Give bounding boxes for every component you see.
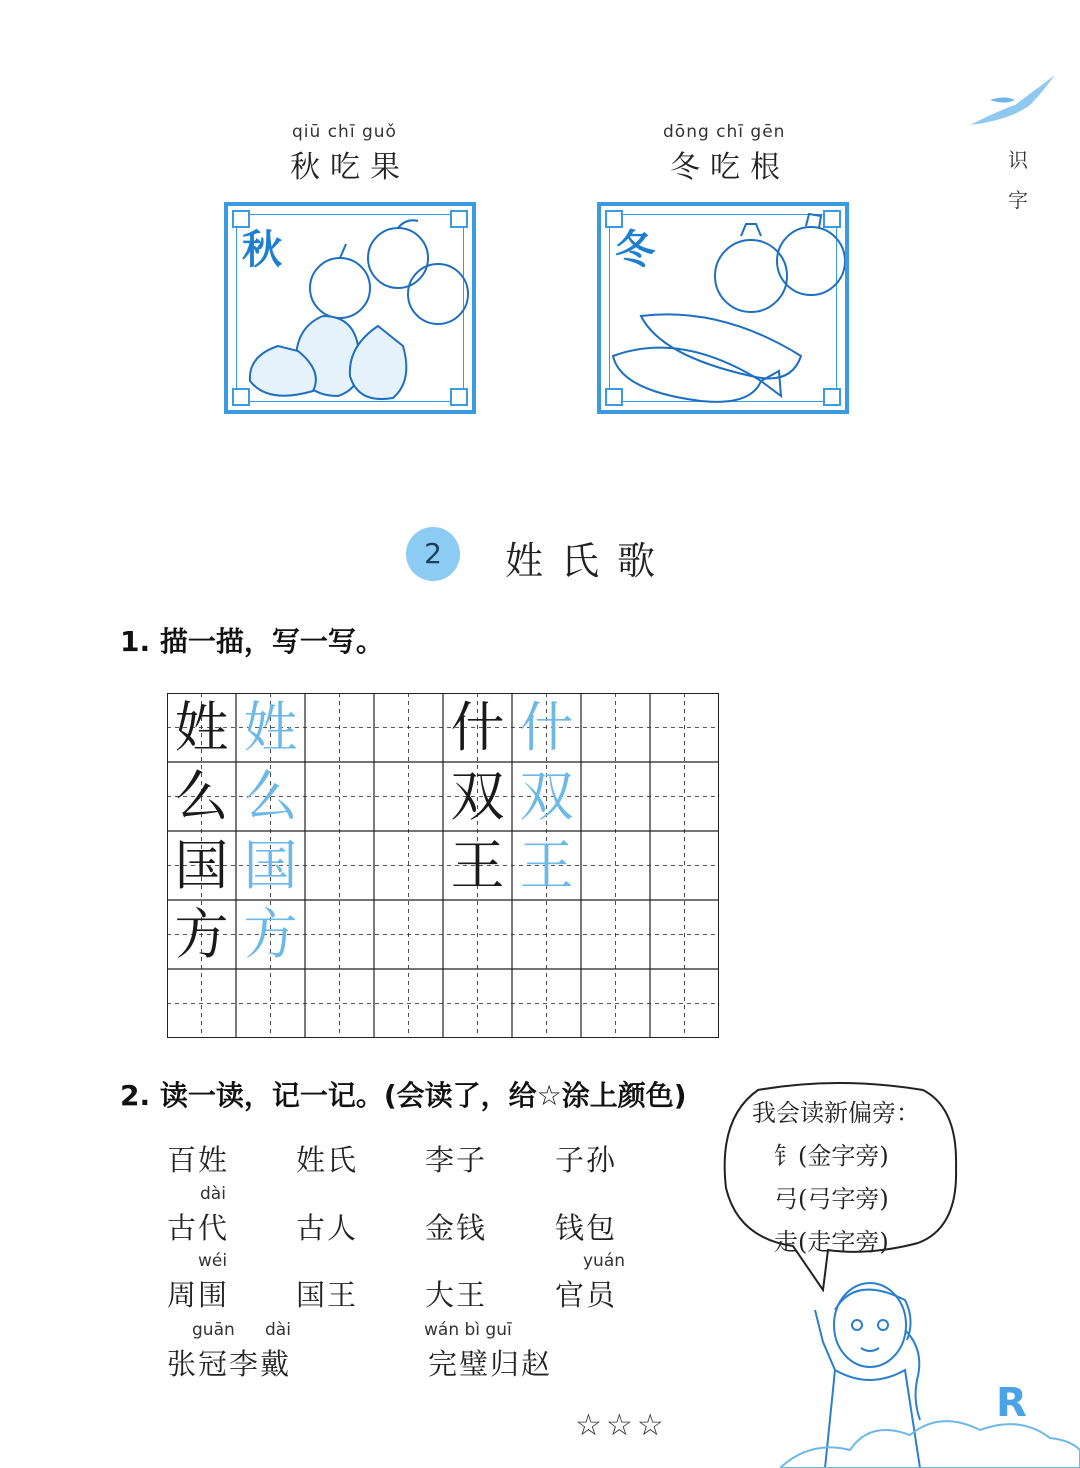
radical-gong: 弓(弓字旁) xyxy=(774,1185,889,1213)
grid-char-row4-left: 方 xyxy=(174,903,229,966)
exercise-2-title: 2. 读一读，记一记。(会读了，给☆涂上颜色) xyxy=(120,1079,687,1112)
grid-trace-row3-left: 国 xyxy=(243,834,298,897)
phrase-dong-chi-gen: 冬吃根 xyxy=(670,150,790,185)
grid-trace-row3-right: 王 xyxy=(519,834,574,897)
word-r3c2: 国王 xyxy=(296,1278,359,1312)
winter-picture-frame xyxy=(597,202,849,414)
grid-char-row2-left: 么 xyxy=(174,765,229,828)
grid-char-row2-right: 双 xyxy=(450,765,505,828)
lesson-number-badge: 2 xyxy=(406,527,460,581)
radical-zou: 走(走字旁) xyxy=(774,1228,889,1256)
radical-jin: 钅(金字旁) xyxy=(774,1142,889,1170)
bubble-heading: 我会读新偏旁： xyxy=(752,1099,920,1127)
word-r1c1: 百姓 xyxy=(167,1143,230,1177)
autumn-picture-frame xyxy=(224,202,476,414)
word-r1c2: 姓氏 xyxy=(296,1143,359,1177)
word-r3c1: 周围 xyxy=(167,1278,230,1312)
bird-decoration xyxy=(960,70,1060,134)
winter-label: 冬 xyxy=(615,226,655,273)
pinyin-dai-2: dài xyxy=(265,1320,291,1340)
pinyin-wan-bi-gui: wán bì guī xyxy=(424,1320,512,1340)
phrase-qiu-chi-guo: 秋吃果 xyxy=(290,150,410,185)
writing-grid xyxy=(167,693,719,1038)
lesson-title: 姓氏歌 xyxy=(505,539,674,583)
grid-trace-row2-left: 么 xyxy=(243,765,298,828)
cloud-decoration xyxy=(780,1400,1080,1468)
pinyin-qiu-chi-guo: qiū chī guǒ xyxy=(292,122,397,142)
rating-stars[interactable]: ☆☆☆ xyxy=(575,1408,668,1443)
pinyin-yuan: yuán xyxy=(583,1251,626,1271)
pinyin-dong-chi-gen: dōng chī gēn xyxy=(663,122,786,142)
exercise-1-title: 1. 描一描，写一写。 xyxy=(120,625,384,658)
grid-char-row1-right: 什 xyxy=(450,696,505,759)
pinyin-dai: dài xyxy=(200,1184,226,1204)
publisher-logo: R xyxy=(996,1380,1027,1426)
word-r1c4: 子孙 xyxy=(555,1143,618,1177)
grid-char-row1-left: 姓 xyxy=(174,696,229,759)
pinyin-wei: wéi xyxy=(198,1251,228,1271)
grid-trace-row2-right: 双 xyxy=(519,765,574,828)
grid-char-row3-right: 王 xyxy=(450,834,505,897)
grid-char-row3-left: 国 xyxy=(174,834,229,897)
grid-trace-row1-left: 姓 xyxy=(243,696,298,759)
idiom-zhang-guan-li-dai: 张冠李戴 xyxy=(167,1347,292,1381)
bubble-text xyxy=(752,1092,920,1264)
word-r2c1: 古代 xyxy=(167,1211,230,1245)
word-r3c4: 官员 xyxy=(555,1278,618,1312)
word-r2c2: 古人 xyxy=(296,1211,359,1245)
side-tab-label: 识字 xyxy=(1008,148,1028,212)
word-r2c3: 金钱 xyxy=(425,1211,488,1245)
word-r1c3: 李子 xyxy=(425,1143,488,1177)
word-r2c4: 钱包 xyxy=(555,1211,618,1245)
idiom-wan-bi-gui-zhao: 完璧归赵 xyxy=(428,1347,553,1381)
autumn-label: 秋 xyxy=(242,226,282,273)
word-r3c3: 大王 xyxy=(425,1278,488,1312)
grid-trace-row1-right: 什 xyxy=(519,696,574,759)
pinyin-guan: guān xyxy=(192,1320,235,1340)
grid-trace-row4-left: 方 xyxy=(243,903,298,966)
